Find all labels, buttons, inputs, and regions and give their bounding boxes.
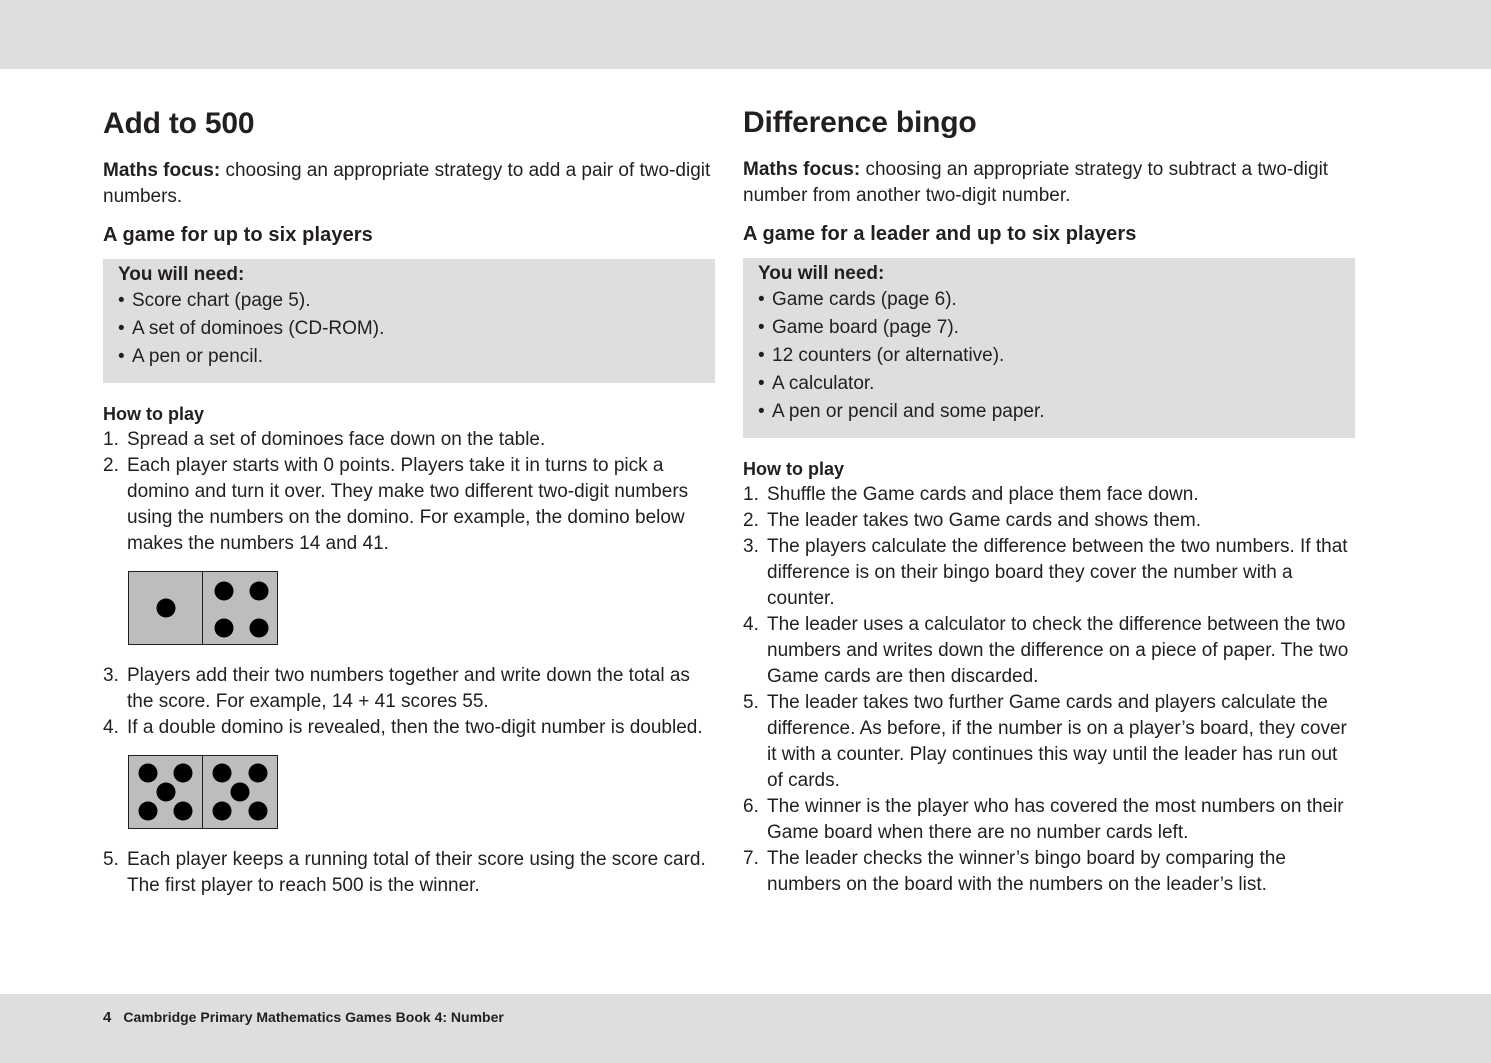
step-item: 4. The leader uses a calculator to check the difference between the two numbers and writes down the difference on a piece of paper. The two Game cards are then discarded. bbox=[743, 614, 1349, 687]
page-footer bbox=[103, 1009, 504, 1026]
list-item: • 12 counters (or alternative). bbox=[758, 345, 1005, 366]
step-item: 5. Each player keeps a running total of their score using the score card. The first player to reach 500 is the winner. bbox=[103, 849, 706, 896]
pip bbox=[214, 581, 233, 600]
section-title: Add to 500 bbox=[103, 107, 255, 140]
list-item: • Score chart (page 5). bbox=[118, 290, 311, 311]
step-item: 2. The leader takes two Game cards and shows them. bbox=[743, 510, 1202, 531]
pip bbox=[138, 764, 157, 783]
step-item: 4. If a double domino is revealed, then the two-digit number is doubled. bbox=[103, 717, 703, 738]
list-item: • A set of dominoes (CD-ROM). bbox=[118, 318, 385, 339]
pip bbox=[213, 764, 232, 783]
pip bbox=[248, 764, 267, 783]
section-title: Difference bingo bbox=[743, 106, 977, 139]
domino-half-one bbox=[129, 572, 203, 644]
domino-1-4 bbox=[128, 571, 278, 645]
pip bbox=[213, 802, 232, 821]
players-heading: A game for up to six players bbox=[103, 224, 373, 246]
pip bbox=[231, 783, 250, 802]
steps-list bbox=[743, 482, 1355, 898]
you-will-need-title: You will need: bbox=[118, 264, 245, 285]
maths-focus bbox=[103, 158, 715, 210]
domino-double-five bbox=[128, 755, 278, 829]
step-item: 5. The leader takes two further Game cards and players calculate the difference. As before, if the number is on a player’s board, they cover it with a counter. Play continues this way until the leader has run out of cards. bbox=[743, 692, 1347, 791]
bottom-band bbox=[0, 994, 1491, 1063]
you-will-need-box bbox=[103, 259, 715, 383]
you-will-need-title: You will need: bbox=[758, 263, 885, 284]
players-heading: A game for a leader and up to six players bbox=[743, 223, 1137, 245]
step-item: 1. Shuffle the Game cards and place them face down. bbox=[743, 484, 1199, 505]
maths-focus-text: choosing an appropriate strategy to subtract a two-digit number from another two-digit number. bbox=[743, 159, 1329, 206]
pip bbox=[214, 619, 233, 638]
step-item: 7. The leader checks the winner’s bingo board by comparing the numbers on the board with the numbers on the leader’s list. bbox=[743, 848, 1286, 895]
pip bbox=[156, 783, 175, 802]
page-number: 4 bbox=[103, 1009, 112, 1026]
needs-list bbox=[758, 286, 1345, 426]
pip bbox=[250, 581, 269, 600]
difference-bingo-section bbox=[743, 103, 1355, 898]
pip bbox=[174, 764, 193, 783]
steps-list-final bbox=[103, 847, 715, 899]
you-will-need-box bbox=[743, 258, 1355, 438]
book-title: Cambridge Primary Mathematics Games Book 4: Number bbox=[123, 1009, 504, 1025]
how-to-play-heading: How to play bbox=[743, 459, 845, 479]
step-item: 1. Spread a set of dominoes face down on the table. bbox=[103, 429, 546, 450]
pip bbox=[138, 802, 157, 821]
list-item: • Game board (page 7). bbox=[758, 317, 959, 338]
pip bbox=[250, 619, 269, 638]
needs-list bbox=[118, 287, 705, 371]
pip bbox=[174, 802, 193, 821]
top-band bbox=[0, 0, 1491, 69]
maths-focus-text: choosing an appropriate strategy to add a pair of two-digit numbers. bbox=[103, 160, 711, 207]
list-item: • A pen or pencil. bbox=[118, 346, 263, 367]
pip bbox=[156, 599, 175, 618]
step-item: 6. The winner is the player who has covered the most numbers on their Game board when there are no number cards left. bbox=[743, 796, 1344, 843]
list-item: • A calculator. bbox=[758, 373, 875, 394]
maths-focus-label: Maths focus: bbox=[103, 160, 221, 181]
list-item: • A pen or pencil and some paper. bbox=[758, 401, 1045, 422]
steps-list-continued bbox=[103, 663, 715, 741]
step-item: 2. Each player starts with 0 points. Players take it in turns to pick a domino and turn it over. They make two different two-digit numbers using the numbers on the domino. For example, the domino below makes the numbers 14 and 41. bbox=[103, 455, 689, 554]
domino-half-five bbox=[203, 756, 277, 828]
how-to-play-heading: How to play bbox=[103, 404, 205, 424]
maths-focus bbox=[743, 157, 1355, 209]
step-item: 3. The players calculate the difference between the two numbers. If that difference is on their bingo board they cover the number with a counter. bbox=[743, 536, 1348, 609]
maths-focus-label: Maths focus: bbox=[743, 159, 861, 180]
add-to-500-section bbox=[103, 104, 715, 899]
pip bbox=[248, 802, 267, 821]
domino-half-five bbox=[129, 756, 203, 828]
steps-list bbox=[103, 427, 715, 557]
domino-half-four bbox=[203, 572, 277, 644]
list-item: • Game cards (page 6). bbox=[758, 289, 957, 310]
step-item: 3. Players add their two numbers together and write down the total as the score. For example, 14 + 41 scores 55. bbox=[103, 665, 690, 712]
